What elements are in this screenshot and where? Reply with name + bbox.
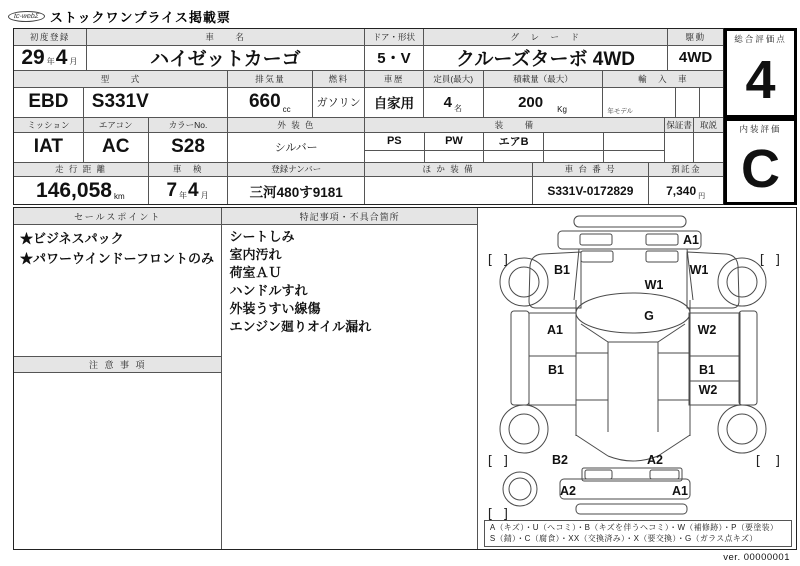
registration-number-header: 登録ナンバー — [228, 163, 365, 178]
svg-text:[: [ — [485, 507, 494, 522]
damage-legend — [484, 520, 792, 547]
equipment-item: PS — [365, 133, 425, 150]
model-prefix-value: EBD — [14, 88, 84, 118]
remark-item: エンジン廻りオイル漏れ — [229, 319, 372, 334]
svg-text:[: [ — [485, 253, 494, 268]
history-header: 車歴 — [365, 71, 424, 88]
registration-number-value: 三河480す9181 — [228, 177, 365, 204]
capacity-value: 4 名 — [424, 88, 484, 118]
exterior-color-value: シルバー — [228, 133, 365, 162]
interior-grade-value: C — [741, 138, 780, 199]
import-subcell-1 — [676, 88, 700, 118]
equipment-item-empty — [604, 133, 665, 150]
import-car-header: 輸 入 車 — [603, 71, 723, 88]
score-boxes — [724, 28, 797, 205]
chassis-number-value: S331V-0172829 — [533, 177, 650, 204]
damage-code: W1 — [644, 278, 664, 292]
interior-grade-label: 内装評価 — [739, 124, 782, 134]
year-model-cell: 年モデル — [603, 88, 676, 118]
damage-code: W2 — [697, 323, 717, 337]
inspection-header: 車 検 — [149, 163, 229, 178]
remarks-list — [222, 225, 476, 339]
deposit-value: 7,340 円 — [666, 183, 706, 200]
equipment-cells — [365, 133, 665, 162]
first-registration-value: 29 年 4 月 — [14, 46, 87, 70]
remark-item: ハンドルすれ — [229, 283, 308, 298]
remark-item: 室内汚れ — [229, 247, 282, 262]
overall-score-label: 総合評価点 — [734, 34, 787, 44]
damage-code: A1 — [682, 233, 699, 247]
equipment-item-empty — [425, 151, 485, 162]
brand-header — [8, 7, 231, 26]
remarks-column — [222, 208, 477, 549]
equipment-header: 装 備 — [365, 118, 665, 133]
equipment-item-empty — [484, 151, 544, 162]
front-bumper — [574, 216, 686, 227]
aircon-header: エアコン — [84, 118, 149, 133]
legend-line: S（錆）・C（腐食）・XX（交換済み）・X（要交換）・G（ガラス点キズ） — [489, 533, 758, 543]
mission-value: IAT — [14, 133, 84, 162]
svg-text:[: [ — [753, 454, 762, 469]
history-value: 自家用 — [365, 88, 424, 118]
svg-text:[: [ — [485, 454, 494, 469]
rear-bumper — [576, 504, 687, 514]
damage-code: W2 — [698, 383, 718, 397]
damage-diagram-panel — [478, 208, 796, 549]
svg-text:[: [ — [757, 253, 766, 268]
damage-code: A1 — [671, 484, 688, 498]
svg-text:]: ] — [773, 454, 782, 469]
chassis-number-header: 車 台 番 号 — [533, 163, 650, 178]
manual-value — [694, 133, 723, 162]
grade-value: クルーズターボ 4WD — [424, 46, 668, 70]
legend-line: A（キズ）・U（ヘコミ）・B（キズを伴うヘコミ）・W（補修跡）・P（要塗装） — [489, 523, 779, 532]
mileage-value: 146,058 km — [14, 177, 149, 204]
color-no-header: カラーNo. — [149, 118, 229, 133]
damage-code-layer — [547, 233, 717, 498]
sheet-title: ストックワンプライス掲載票 — [49, 10, 231, 25]
damage-code: G — [643, 309, 654, 323]
svg-text:]: ] — [773, 253, 782, 268]
drive-value: 4WD — [678, 49, 713, 67]
manual-header: 取説 — [694, 118, 723, 133]
import-car-value — [603, 88, 723, 118]
damage-code: A2 — [646, 453, 663, 467]
door-shape-header: ドア・形状 — [365, 29, 424, 46]
load-value: 200 Kg — [484, 88, 604, 118]
fuel-value: ガソリン — [313, 88, 365, 118]
overall-score-box — [724, 28, 797, 118]
fuel-header: 燃料 — [313, 71, 365, 88]
front-panel — [558, 231, 701, 249]
warranty-value — [665, 133, 694, 162]
first-registration-header: 初度登録 — [14, 29, 87, 46]
remark-item: 荷室ＡＵ — [229, 265, 282, 280]
damage-code: A1 — [546, 323, 563, 337]
spare-tire — [503, 472, 537, 506]
damage-code: A2 — [559, 484, 576, 498]
spec-table — [13, 28, 797, 205]
other-equipment-header: ほ か 装 備 — [365, 163, 533, 178]
damage-code: B2 — [551, 453, 568, 467]
door-shape-value: 5・V — [365, 46, 424, 70]
svg-text:]: ] — [501, 253, 510, 268]
remarks-header: 特記事項・不具合箇所 — [222, 208, 476, 225]
equipment-item-empty — [544, 151, 604, 162]
first-reg-year: 29 — [21, 45, 45, 69]
roof-glass — [576, 293, 690, 333]
tcweb-logo: tc-webΣ — [7, 11, 45, 22]
left-front-door — [529, 252, 581, 308]
remark-item: シートしみ — [229, 229, 295, 244]
remark-item: 外装うすい線傷 — [229, 301, 321, 316]
rear-panel — [560, 479, 690, 499]
equipment-item-empty — [604, 151, 665, 162]
damage-code: W1 — [689, 263, 709, 277]
svg-text:]: ] — [501, 454, 510, 469]
displacement-header: 排気量 — [228, 71, 313, 88]
model-code-value: S331V — [84, 88, 229, 118]
cautions-header: 注 意 事 項 — [14, 356, 221, 373]
car-name-header: 車 名 — [87, 29, 365, 46]
version-number: ver. 00000001 — [723, 552, 790, 563]
first-reg-month: 4 — [55, 45, 68, 69]
load-header: 積載量（最大） — [484, 71, 604, 88]
damage-code: B1 — [698, 363, 715, 377]
car-name-value: ハイゼットカーゴ — [87, 46, 365, 70]
equipment-item-empty — [544, 133, 604, 150]
spec-table-left — [13, 28, 724, 205]
model-code-header: 型 式 — [14, 71, 228, 88]
bottom-section — [13, 207, 797, 550]
aircon-value: AC — [84, 133, 149, 162]
mission-header: ミッション — [14, 118, 84, 133]
sales-point-item: ★ビジネスパック — [20, 231, 124, 246]
capacity-header: 定員(最大) — [424, 71, 484, 88]
equipment-item: PW — [425, 133, 485, 150]
deposit-header: 預託金 — [649, 163, 723, 178]
sales-points-column — [14, 208, 222, 549]
car-damage-diagram — [478, 208, 795, 526]
exterior-color-header: 外 装 色 — [228, 118, 365, 133]
cautions-body — [14, 373, 221, 549]
sales-points-header: セールスポイント — [14, 208, 221, 225]
equipment-item-empty — [365, 151, 425, 162]
interior-grade-box — [724, 118, 797, 205]
drive-header: 駆動 — [668, 29, 723, 46]
warranty-header: 保証書 — [665, 118, 694, 133]
import-subcell-2 — [700, 88, 723, 118]
displacement-value: 660 cc — [228, 88, 313, 118]
equipment-item: エアB — [484, 133, 544, 150]
sales-points-list — [14, 225, 221, 356]
color-no-value: S28 — [149, 133, 229, 162]
inspection-value: 7 年 4 月 — [149, 177, 229, 204]
grade-header: グ レ ー ド — [424, 29, 668, 46]
mileage-header: 走 行 距 離 — [14, 163, 149, 178]
other-equipment-value — [365, 177, 533, 204]
overall-score-value: 4 — [745, 50, 776, 110]
svg-text:]: ] — [501, 507, 510, 522]
sales-point-item: ★パワーウインドーフロントのみ — [20, 251, 214, 266]
damage-code: B1 — [553, 263, 570, 277]
damage-code: B1 — [547, 363, 564, 377]
